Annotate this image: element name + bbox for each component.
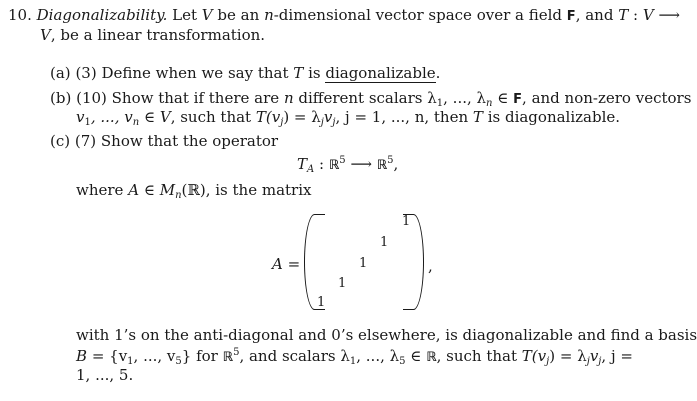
text: , be a linear transformation. (50, 26, 266, 44)
math-colon: : (319, 155, 325, 173)
subscript: 5 (175, 356, 182, 367)
part-label: (c) (50, 132, 71, 150)
text: (7) Show that the operator (74, 132, 279, 150)
text: , is the matrix (205, 181, 312, 199)
subscript: 1 (436, 98, 444, 109)
part-c-closing-3 (76, 368, 133, 383)
math-field-F: F (566, 9, 576, 24)
where-line (76, 183, 311, 201)
part-c-closing-1 (76, 328, 697, 343)
math-M: M (159, 181, 176, 199)
math-reals: ℝ (376, 158, 388, 173)
part-c-closing-2 (76, 348, 633, 367)
math-set: = {v (91, 347, 128, 365)
subscript: j (586, 356, 590, 367)
matrix-entry: 1 (402, 214, 411, 229)
subscript: 5 (399, 356, 406, 367)
part-a (50, 66, 440, 81)
subscript: j (320, 117, 324, 128)
text: , ..., λ (443, 89, 487, 107)
subscript: 1 (84, 117, 91, 128)
text: is (308, 64, 321, 82)
part-b-line-1 (50, 91, 691, 109)
text: -dimensional vector space over a field (273, 6, 563, 24)
operator-display (297, 156, 398, 175)
matrix-lhs (272, 257, 300, 272)
subscript: j (598, 356, 602, 367)
math-v: , ..., v (90, 108, 133, 126)
matrix-comma: , (428, 257, 433, 275)
text: , (393, 155, 399, 173)
math-V: V (642, 6, 654, 24)
math-V: V (201, 6, 213, 24)
text: with 1’s on the anti-diagonal and 0’s elsewhere, is diagonalizable and find a basis (76, 326, 697, 344)
text: , ..., λ (356, 347, 400, 365)
math-in: ∈ (143, 181, 155, 199)
text: 1, ..., 5. (76, 366, 134, 384)
problem-title: Diagonalizability. (36, 6, 168, 24)
math-reals: ℝ (426, 350, 437, 365)
underlined-term: diagonalizable (325, 64, 436, 82)
equals: = (287, 255, 301, 273)
text: be an (217, 6, 260, 24)
problem-number: 10. (8, 6, 32, 24)
math-T: T (472, 108, 483, 126)
subscript: n (175, 190, 182, 201)
subscript: n (486, 98, 493, 109)
math-v: v (323, 108, 333, 126)
text: } for (181, 347, 218, 365)
math-A: A (128, 181, 140, 199)
problem-line-1 (8, 8, 680, 23)
text: . (435, 64, 441, 82)
math-colon: : (633, 6, 639, 24)
math-n: n (283, 89, 294, 107)
math-formula: , j = (601, 347, 633, 365)
math-reals: (ℝ) (181, 181, 206, 199)
math-formula: ) = λ (283, 108, 321, 126)
math-v: v (589, 347, 599, 365)
text: (3) Define when we say that (75, 64, 289, 82)
matrix-entry: 1 (359, 256, 368, 271)
arrow-icon: ⟶ (350, 155, 372, 173)
math-in: ∈ (410, 347, 422, 365)
math-T: T (293, 64, 304, 82)
text: , and non-zero vectors (522, 89, 692, 107)
math-v: v (76, 108, 85, 126)
math-V: V (40, 26, 51, 44)
math-V: V (159, 108, 171, 126)
math-B: B (76, 347, 88, 365)
math-in: ∈ (143, 108, 156, 126)
math-formula: T(v (255, 108, 281, 126)
subscript: j (546, 356, 550, 367)
text: is diagonalizable. (487, 108, 621, 126)
text: , such that (170, 108, 252, 126)
part-c-line-1 (50, 134, 278, 149)
math-formula: ) = λ (549, 347, 587, 365)
math-field-F: F (513, 92, 523, 107)
subscript: A (307, 164, 315, 175)
math-formula: , j = 1, ..., n, then (335, 108, 469, 126)
superscript: 5 (339, 155, 346, 166)
text: , and scalars λ (239, 347, 350, 365)
math-in: ∈ (497, 89, 509, 107)
part-b-line-2 (76, 110, 620, 128)
text: where (76, 181, 124, 199)
text: different scalars λ (298, 89, 437, 107)
part-label: (b) (50, 89, 72, 107)
math-T: T (618, 6, 629, 24)
matrix-entry: 1 (317, 295, 326, 310)
math-reals: ℝ (222, 350, 234, 365)
text: Let (172, 6, 198, 24)
subscript: n (132, 117, 140, 128)
text: , and (575, 6, 614, 24)
superscript: 5 (387, 155, 394, 166)
math-formula: T(v (521, 347, 547, 365)
matrix-entry: 1 (380, 235, 389, 250)
subscript: j (332, 117, 336, 128)
problem-line-2 (40, 28, 265, 43)
subscript: j (280, 117, 284, 128)
text: (10) Show that if there are (76, 89, 280, 107)
math-n: n (264, 6, 274, 24)
subscript: 1 (127, 356, 134, 367)
math-set: , ..., v (133, 347, 176, 365)
superscript: 5 (233, 347, 240, 358)
subscript: 1 (349, 356, 357, 367)
matrix-entry: 1 (338, 276, 347, 291)
math-T: T (297, 155, 308, 173)
math-A: A (272, 255, 283, 273)
arrow-icon: ⟶ (658, 6, 680, 24)
text: , such that (436, 347, 517, 365)
part-label: (a) (50, 64, 71, 82)
math-reals: ℝ (328, 158, 340, 173)
